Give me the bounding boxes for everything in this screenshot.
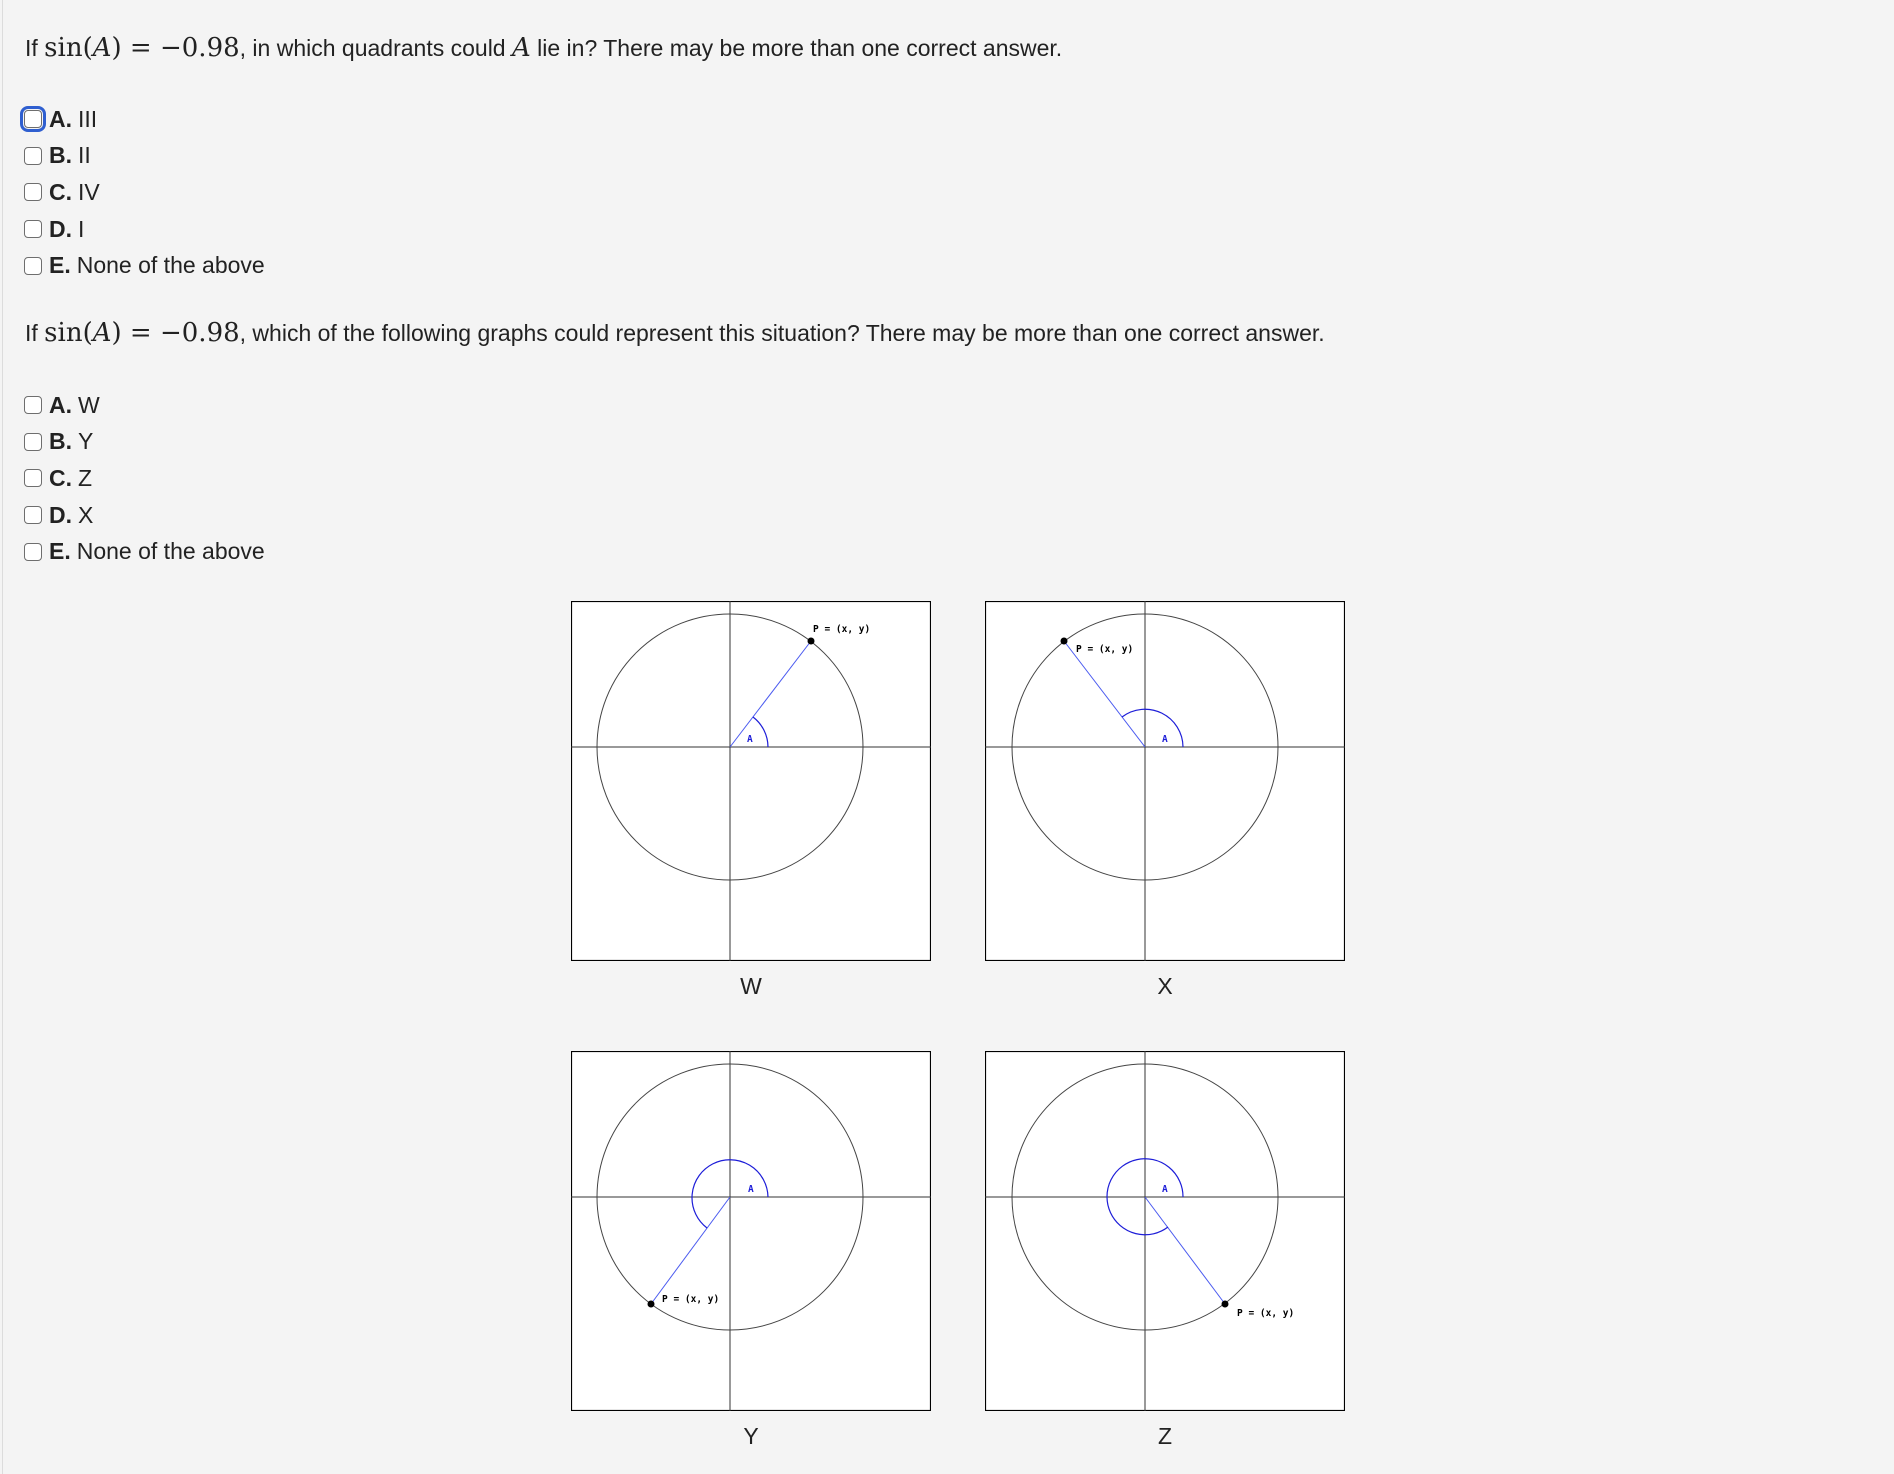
q1-math [44,33,239,63]
q2-math [44,318,239,348]
checkbox[interactable] [24,396,42,414]
q1-option-c[interactable] [24,174,265,211]
option-label: None of the above [76,252,265,279]
question-2-options [24,387,265,570]
option-label: III [78,105,98,132]
point-p-marker [1061,638,1068,645]
point-label: P = (x, y) [1237,1308,1295,1319]
option-letter: B. [49,428,72,455]
graph-caption: X [1157,973,1173,999]
option-letter: C. [49,178,72,205]
option-label: Y [78,428,94,455]
q1-var: A [511,33,531,63]
graph-z [985,1051,1345,1450]
option-letter: D. [49,501,72,528]
angle-label: A [747,734,753,745]
checkbox[interactable] [24,110,42,128]
q2-option-e[interactable] [24,533,265,570]
angle-label: A [1162,1184,1168,1195]
option-label: Z [78,464,93,491]
graph-caption: Z [1157,1423,1173,1449]
q2-option-d[interactable] [24,497,265,534]
unit-circle-diagram [985,1051,1345,1411]
checkbox[interactable] [24,469,42,487]
graph-caption: W [740,973,762,999]
point-p-marker [648,1301,655,1308]
q1-math-var: A [92,33,112,63]
q2-text-a: , which of the following graphs could represent this situation? There may be more than one correct answer. [239,320,1325,346]
checkbox[interactable] [24,506,42,524]
question-1-options [24,101,265,284]
q2-prefix: If [25,320,45,346]
graph-caption: Y [743,1423,759,1449]
page-left-border [2,0,3,1474]
question-1-prompt [25,33,1062,63]
q1-option-b[interactable] [24,138,265,175]
option-letter: A. [49,391,72,418]
option-label: None of the above [76,538,265,565]
unit-circle-diagram [985,601,1345,961]
point-label: P = (x, y) [1076,644,1134,655]
q1-math-close: ) [111,33,122,63]
q1-text-a: , in which quadrants could [239,35,512,61]
checkbox[interactable] [24,220,42,238]
option-letter: D. [49,215,72,242]
checkbox[interactable] [24,543,42,561]
angle-label: A [1162,734,1168,745]
option-letter: E. [49,252,71,279]
graph-x [985,601,1345,1000]
point-p-marker [808,638,815,645]
graph-y [571,1051,931,1450]
checkbox[interactable] [24,147,42,165]
q2-math-var: A [92,318,112,348]
q1-math-fn: sin( [44,33,93,63]
angle-label: A [748,1184,754,1195]
q2-option-b[interactable] [24,424,265,461]
graph-w [571,601,931,1000]
q1-option-e[interactable] [24,247,265,284]
option-label: IV [78,178,100,205]
q2-option-c[interactable] [24,460,265,497]
option-letter: B. [49,142,72,169]
q1-text-b: lie in? There may be more than one correct answer. [530,35,1063,61]
q1-prefix: If [25,35,45,61]
point-label: P = (x, y) [813,624,871,635]
option-label: I [78,215,85,242]
q1-math-eq: = −0.98 [121,33,240,63]
option-letter: A. [49,105,72,132]
q2-math-eq: = −0.98 [121,318,240,348]
option-letter: E. [49,538,71,565]
question-2-prompt [25,318,1325,348]
checkbox[interactable] [24,433,42,451]
point-label: P = (x, y) [662,1294,720,1305]
option-label: W [78,391,100,418]
q2-option-a[interactable] [24,387,265,424]
unit-circle-diagram [571,601,931,961]
q1-option-d[interactable] [24,211,265,248]
point-p-marker [1222,1301,1229,1308]
q2-math-fn: sin( [44,318,93,348]
option-label: II [78,142,91,169]
option-letter: C. [49,464,72,491]
unit-circle-diagram [571,1051,931,1411]
option-label: X [78,501,94,528]
checkbox[interactable] [24,183,42,201]
checkbox[interactable] [24,257,42,275]
q2-math-close: ) [111,318,122,348]
q1-option-a[interactable] [24,101,265,138]
